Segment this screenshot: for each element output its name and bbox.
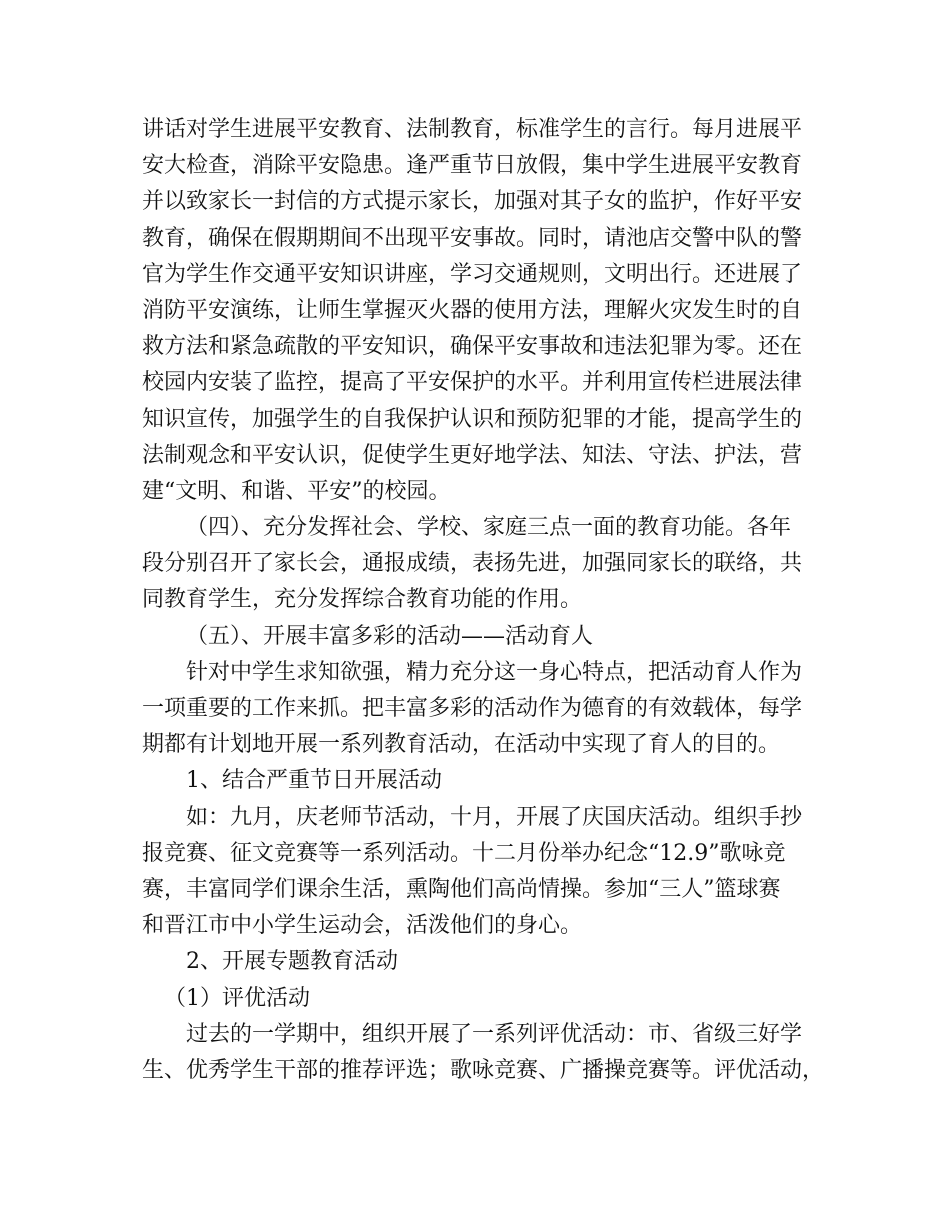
- text-line: 1、结合严重节日开展活动: [186, 768, 442, 794]
- text-line: 段分别召开了家长会，通报成绩，表扬先进，加强同家长的联络，共: [142, 551, 803, 577]
- text-line: 官为学生作交通平安知识讲座，学习交通规则，文明出行。还进展了: [142, 261, 803, 287]
- text-line: 校园内安装了监控，提高了平安保护的水平。并利用宣传栏进展法律: [142, 370, 803, 396]
- text-line: 期都有计划地开展一系列教育活动，在活动中实现了育人的目的。: [142, 732, 781, 758]
- text-line: 赛，丰富同学们课余生活，熏陶他们高尚情操。参加“三人”篮球赛: [142, 876, 781, 902]
- text-line: 2、开展专题教育活动: [186, 949, 398, 975]
- text-line: 建“文明、和谐、平安”的校园。: [142, 478, 451, 504]
- text-line: （1）评优活动: [164, 985, 310, 1011]
- text-line: 如：九月，庆老师节活动，十月，开展了庆国庆活动。组织手抄: [186, 804, 803, 830]
- text-line: 报竞赛、征文竞赛等一系列活动。十二月份举办纪念“12.9”歌咏竞: [142, 840, 786, 866]
- text-line: 生、优秀学生干部的推荐评选；歌咏竞赛、广播操竞赛等。评优活动，: [142, 1057, 825, 1083]
- text-line: 知识宣传，加强学生的自我保护认识和预防犯罪的才能，提高学生的: [142, 406, 803, 432]
- text-line: （四）、充分发挥社会、学校、家庭三点一面的教育功能。各年: [186, 515, 792, 541]
- document-body: [142, 112, 825, 1089]
- text-line: 教育，确保在假期期间不出现平安事故。同时，请池店交警中队的警: [142, 225, 803, 251]
- text-line: 安大检查，消除平安隐患。逢严重节日放假，集中学生进展平安教育: [142, 153, 803, 179]
- text-line: 过去的一学期中，组织开展了一系列评优活动：市、省级三好学: [186, 1021, 803, 1047]
- text-line: 针对中学生求知欲强，精力充分这一身心特点，把活动育人作为: [186, 659, 803, 685]
- text-line: 并以致家长一封信的方式提示家长，加强对其子女的监护，作好平安: [142, 189, 803, 215]
- text-line: 讲话对学生进展平安教育、法制教育，标准学生的言行。每月进展平: [142, 117, 803, 142]
- text-line: 一项重要的工作来抓。把丰富多彩的活动作为德育的有效载体，每学: [142, 696, 803, 721]
- text-line: 和晋江市中小学生运动会，活泼他们的身心。: [142, 913, 583, 939]
- text-line: 法制观念和平安认识，促使学生更好地学法、知法、守法、护法，营: [142, 442, 803, 468]
- text-line: 同教育学生，充分发挥综合教育功能的作用。: [142, 587, 583, 613]
- text-line: 救方法和紧急疏散的平安知识，确保平安事故和违法犯罪为零。还在: [142, 334, 803, 360]
- text-line: （五）、开展丰富多彩的活动——活动育人: [186, 623, 594, 649]
- text-line: 消防平安演练，让师生掌握灭火器的使用方法，理解火灾发生时的自: [142, 297, 803, 323]
